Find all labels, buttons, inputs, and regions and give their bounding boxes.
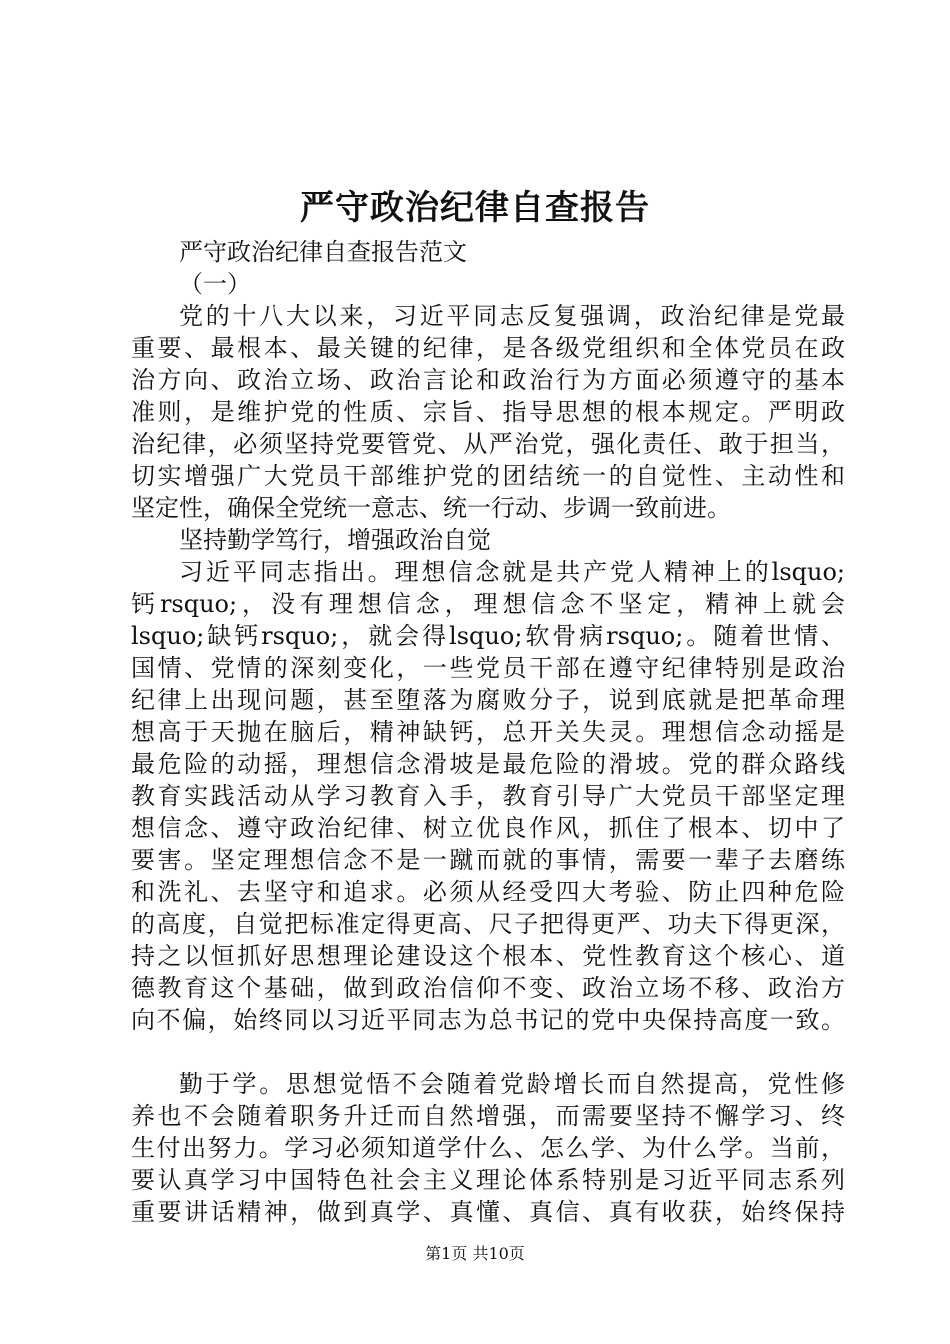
text-line: 严守政治纪律自查报告范文 (179, 238, 467, 266)
text-line: 要害。坚定理想信念不是一蹴而就的事情，需要一辈子去磨练 (131, 846, 845, 874)
text-line: 习近平同志指出。理想信念就是共产党人精神上的lsquo; (179, 558, 845, 586)
text-line: 勤于学。思想觉悟不会随着党龄增长而自然提高，党性修 (179, 1070, 845, 1098)
text-line: 重要讲话精神，做到真学、真懂、真信、真有收获，始终保持 (131, 1198, 845, 1226)
text-line: 坚定性，确保全党统一意志、统一行动、步调一致前进。 (131, 494, 731, 522)
text-line: 持之以恒抓好思想理论建设这个根本、党性教育这个核心、道 (131, 942, 845, 970)
page-footer: 第1页 共10页 (425, 1244, 525, 1263)
text-line: 要认真学习中国特色社会主义理论体系特别是习近平同志系列 (131, 1166, 845, 1194)
text-line: 国情、党情的深刻变化，一些党员干部在遵守纪律特别是政治 (131, 654, 845, 682)
text-line: 准则，是维护党的性质、宗旨、指导思想的根本规定。严明政 (131, 398, 845, 426)
text-line: lsquo;缺钙rsquo;，就会得lsquo;软骨病rsquo;。随着世情、 (131, 622, 845, 650)
text-line: 治纪律，必须坚持党要管党、从严治党，强化责任、敢于担当， (131, 430, 845, 458)
text-line: 和洗礼、去坚守和追求。必须从经受四大考验、防止四种危险 (131, 878, 845, 906)
text-line: 德教育这个基础，做到政治信仰不变、政治立场不移、政治方 (131, 974, 845, 1002)
text-line: 坚持勤学笃行，增强政治自觉 (179, 526, 491, 554)
text-line: 想高于天抛在脑后，精神缺钙，总开关失灵。理想信念动摇是 (131, 718, 845, 746)
text-line: 纪律上出现问题，甚至堕落为腐败分子，说到底就是把革命理 (131, 686, 845, 714)
text-line: 教育实践活动从学习教育入手，教育引导广大党员干部坚定理 (131, 782, 845, 810)
text-line: 治方向、政治立场、政治言论和政治行为方面必须遵守的基本 (131, 366, 845, 394)
text-line: （一） (179, 270, 251, 298)
blank-line (131, 1036, 845, 1068)
text-line: 重要、最根本、最关键的纪律，是各级党组织和全体党员在政 (131, 334, 845, 362)
text-line: 切实增强广大党员干部维护党的团结统一的自觉性、主动性和 (131, 462, 845, 490)
text-line: 最危险的动摇，理想信念滑坡是最危险的滑坡。党的群众路线 (131, 750, 845, 778)
document-title: 严守政治纪律自查报告 (300, 188, 650, 228)
text-line: 想信念、遵守政治纪律、树立优良作风，抓住了根本、切中了 (131, 814, 845, 842)
text-line: 养也不会随着职务升迁而自然增强，而需要坚持不懈学习、终 (131, 1102, 845, 1130)
document-body (131, 236, 845, 1228)
text-line: 的高度，自觉把标准定得更高、尺子把得更严、功夫下得更深， (131, 910, 845, 938)
text-line: 向不偏，始终同以习近平同志为总书记的党中央保持高度一致。 (131, 1006, 845, 1034)
text-line: 党的十八大以来，习近平同志反复强调，政治纪律是党最 (179, 302, 845, 330)
text-line: 生付出努力。学习必须知道学什么、怎么学、为什么学。当前， (131, 1134, 845, 1162)
text-line: 钙rsquo;，没有理想信念，理想信念不坚定，精神上就会 (131, 590, 845, 618)
